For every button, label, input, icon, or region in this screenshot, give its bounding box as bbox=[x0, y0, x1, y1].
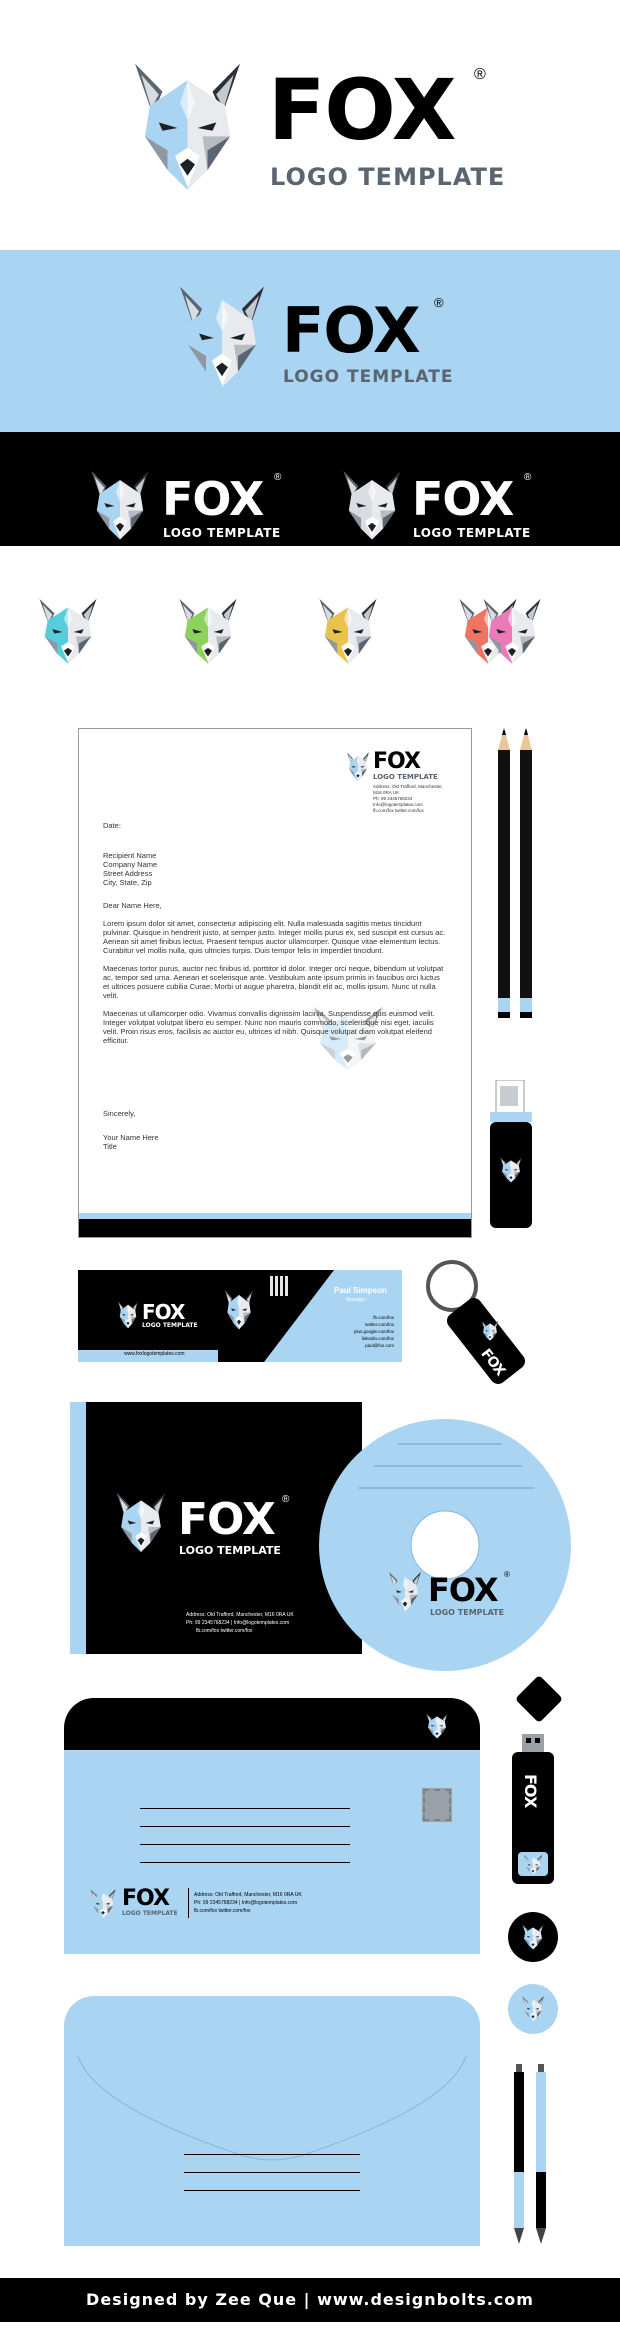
folder-spine bbox=[70, 1402, 86, 1654]
letterhead bbox=[78, 728, 472, 1238]
letterhead-tagline: LOGO TEMPLATE bbox=[373, 773, 438, 781]
fox-head-icon-yellow bbox=[314, 596, 382, 668]
letter-body bbox=[103, 919, 447, 1054]
footer-credit: Designed by Zee Que | www.designbolts.com bbox=[86, 2290, 534, 2309]
address-line bbox=[184, 2190, 360, 2191]
card-website: www.foxlogotemplates.com bbox=[124, 1351, 185, 1357]
fox-head-icon bbox=[116, 1300, 140, 1330]
stamp-icon bbox=[422, 1788, 452, 1822]
card-contacts bbox=[326, 1314, 394, 1349]
badge-blue bbox=[508, 1984, 558, 2034]
address-line bbox=[140, 1808, 350, 1809]
envelope-brand: FOX bbox=[122, 1886, 169, 1911]
folder-brand: FOX bbox=[178, 1494, 275, 1545]
folder-social: fb.com/fox twitter.com/fox bbox=[196, 1628, 253, 1634]
letterhead-brand: FOX bbox=[373, 749, 420, 774]
registered-mark: ® bbox=[524, 472, 532, 483]
brand-name: FOX bbox=[412, 472, 514, 526]
folder-address: Address: Old Trafford, Manchester, M16 0RA UK bbox=[186, 1612, 294, 1618]
pen bbox=[536, 2064, 546, 2244]
card-person-name: Paul Simpson bbox=[334, 1286, 387, 1295]
fox-head-icon bbox=[86, 468, 154, 544]
cd-registered: ® bbox=[504, 1570, 510, 1579]
recipient-line: Company Name bbox=[103, 860, 158, 869]
card-contact-line: plus.google.com/fox bbox=[353, 1329, 394, 1334]
card-contact-line: paul@fox.com bbox=[365, 1343, 394, 1348]
fox-head-icon bbox=[520, 1995, 546, 2023]
address-line bbox=[184, 2172, 360, 2173]
brand-name: FOX bbox=[282, 294, 420, 367]
folder-contact: Ph: 99 2345768234 | Info@logotemplates.com bbox=[186, 1620, 290, 1626]
registered-mark: ® bbox=[474, 66, 486, 83]
envelope-body bbox=[64, 1750, 480, 1954]
business-card-front bbox=[218, 1270, 402, 1362]
letter-paragraph: Maecenas tortor purus, auctor nec finibus id, porttitor id dolor. Integer orci neque, bibendum ut volutpat ac, tempor sed urna. Aenean et scelerisque ante. Vestibulum ante ipsum primis in faucibus orci luctus et ultrices posuere cubilia Curae; Morbi ut augue pharetra, blandit elit ac, mollis ipsum. Nunc ut nulla velit. bbox=[103, 964, 444, 1000]
letter-recipient bbox=[103, 851, 157, 887]
letter-date: Date: bbox=[103, 821, 121, 830]
envelope-divider bbox=[188, 1888, 189, 1918]
registered-mark: ® bbox=[434, 295, 444, 310]
fox-head-icon bbox=[522, 1854, 544, 1876]
card-tagline: LOGO TEMPLATE bbox=[142, 1322, 198, 1329]
keychain-brand: FOX bbox=[477, 1346, 508, 1379]
address-line bbox=[184, 2154, 360, 2155]
pencil bbox=[498, 728, 510, 1018]
envelope-tagline: LOGO TEMPLATE bbox=[122, 1910, 178, 1917]
registered-mark: ® bbox=[274, 472, 282, 483]
brand-tagline: LOGO TEMPLATE bbox=[163, 526, 281, 540]
card-person-title: Manager bbox=[346, 1297, 366, 1303]
fox-head-icon-teal bbox=[34, 596, 102, 668]
fox-head-icon bbox=[480, 1320, 500, 1342]
envelope-front bbox=[64, 1698, 480, 1954]
letter-closing: Sincerely, bbox=[103, 1109, 136, 1118]
letter-signature-name: Your Name Here bbox=[103, 1133, 159, 1142]
brand-name: FOX bbox=[162, 472, 264, 526]
fox-head-icon-pink bbox=[478, 596, 546, 668]
address-line bbox=[140, 1844, 350, 1845]
brand-tagline: LOGO TEMPLATE bbox=[413, 526, 531, 540]
cd-disc bbox=[318, 1418, 572, 1672]
envelope-top bbox=[64, 1698, 480, 1750]
letterhead-social: fb.com/fox twitter.com/fox bbox=[373, 808, 424, 813]
envelope-flap-lines bbox=[64, 1996, 480, 2246]
brand-name: FOX bbox=[268, 61, 456, 159]
folder-tagline: LOGO TEMPLATE bbox=[179, 1544, 281, 1557]
fox-head-icon bbox=[498, 1156, 524, 1184]
badge-black bbox=[508, 1912, 558, 1962]
card-contact-line: linkedin.com/fox bbox=[361, 1336, 394, 1341]
lighter bbox=[490, 1080, 536, 1228]
fox-head-icon bbox=[520, 1923, 546, 1951]
fox-head-icon bbox=[172, 282, 272, 394]
letterhead-footer-black bbox=[79, 1219, 471, 1237]
letter-paragraph: Maecenas ut ullamcorper odio. Vivamus convallis dignissim lacinia. Suspendisse quis euismod velit. Integer volutpat volutpat libero eu semper. Nunc non mauris commodo, scelerisque nisi eget, iaculis velit. Proin risus eros, facilisis ac auctor eu, ultrices id nibh. Quisque volutpat diam volutpat eleifend efficitur. bbox=[103, 1009, 435, 1045]
address-line bbox=[140, 1826, 350, 1827]
letter-paragraph: Lorem ipsum dolor sit amet, consectetur adipiscing elit. Nulla malesuada sagittis metus tincidunt pulvinar. Quisque in hendrerit justo, at semper justo. Integer mollis purus ex, sed suscipit est cursus ac. Aenean sit amet finibus lectus. Praesent tempus auctor ullamcorper. Quisque vitae elementum lectus. Curabitur vel mollis nulla, quis ultricies turpis. Duis tempor felis in imperdiet tincidunt. bbox=[103, 919, 446, 955]
envelope-address: Address: Old Trafford, Manchester, M16 0RA UK bbox=[194, 1892, 302, 1898]
fox-head-icon bbox=[338, 468, 406, 544]
recipient-line: Street Address bbox=[103, 869, 153, 878]
letterhead-contact2: Info@logotemplates.com bbox=[373, 802, 423, 807]
qr-code-icon bbox=[270, 1276, 290, 1296]
recipient-line: City, State, Zip bbox=[103, 878, 152, 887]
letterhead-address1: Address: Old Trafford, Manchester, bbox=[373, 784, 443, 789]
usb-brand: FOX bbox=[521, 1774, 540, 1808]
hero-logo-section bbox=[0, 0, 620, 250]
cd-brand: FOX bbox=[428, 1571, 498, 1609]
letter-signature-title: Title bbox=[103, 1142, 117, 1151]
card-contact-line: twitter.com/fox bbox=[365, 1322, 394, 1327]
fox-head-icon bbox=[125, 58, 250, 198]
fox-head-icon bbox=[345, 751, 371, 783]
black-logo-section bbox=[0, 432, 620, 546]
fox-head-icon bbox=[88, 1888, 118, 1920]
pencil bbox=[520, 728, 532, 1018]
letter-greeting: Dear Name Here, bbox=[103, 901, 162, 910]
fox-head-icon bbox=[222, 1288, 256, 1332]
envelope-contact: Ph: 99 2345768234 | Info@logotemplates.com bbox=[194, 1900, 298, 1906]
envelope-social: fb.com/fox twitter.com/fox bbox=[194, 1908, 251, 1914]
brand-tagline: LOGO TEMPLATE bbox=[270, 163, 506, 191]
letterhead-address2: M16 0RA UK bbox=[373, 790, 400, 795]
business-card-back bbox=[78, 1270, 218, 1362]
usb-cap bbox=[515, 1675, 563, 1723]
card-brand: FOX bbox=[142, 1300, 185, 1324]
cd-tagline: LOGO TEMPLATE bbox=[430, 1608, 505, 1617]
address-line bbox=[140, 1862, 350, 1863]
letterhead-contact1: Ph: 99 2345768234 bbox=[373, 796, 413, 801]
recipient-line: Recipient Name bbox=[103, 851, 157, 860]
pen bbox=[514, 2064, 524, 2244]
fox-head-icon bbox=[386, 1570, 424, 1614]
blue-logo-section bbox=[0, 250, 620, 432]
keychain bbox=[420, 1256, 560, 1396]
fox-head-icon bbox=[112, 1490, 170, 1556]
brand-tagline: LOGO TEMPLATE bbox=[283, 367, 454, 387]
card-contact-line: fb.com/fox bbox=[373, 1315, 394, 1320]
usb-drive bbox=[512, 1734, 554, 1884]
fox-head-icon bbox=[424, 1712, 450, 1740]
fox-head-icon-green bbox=[174, 596, 242, 668]
folder-registered: ® bbox=[282, 1494, 290, 1505]
envelope-back bbox=[64, 1996, 480, 2246]
